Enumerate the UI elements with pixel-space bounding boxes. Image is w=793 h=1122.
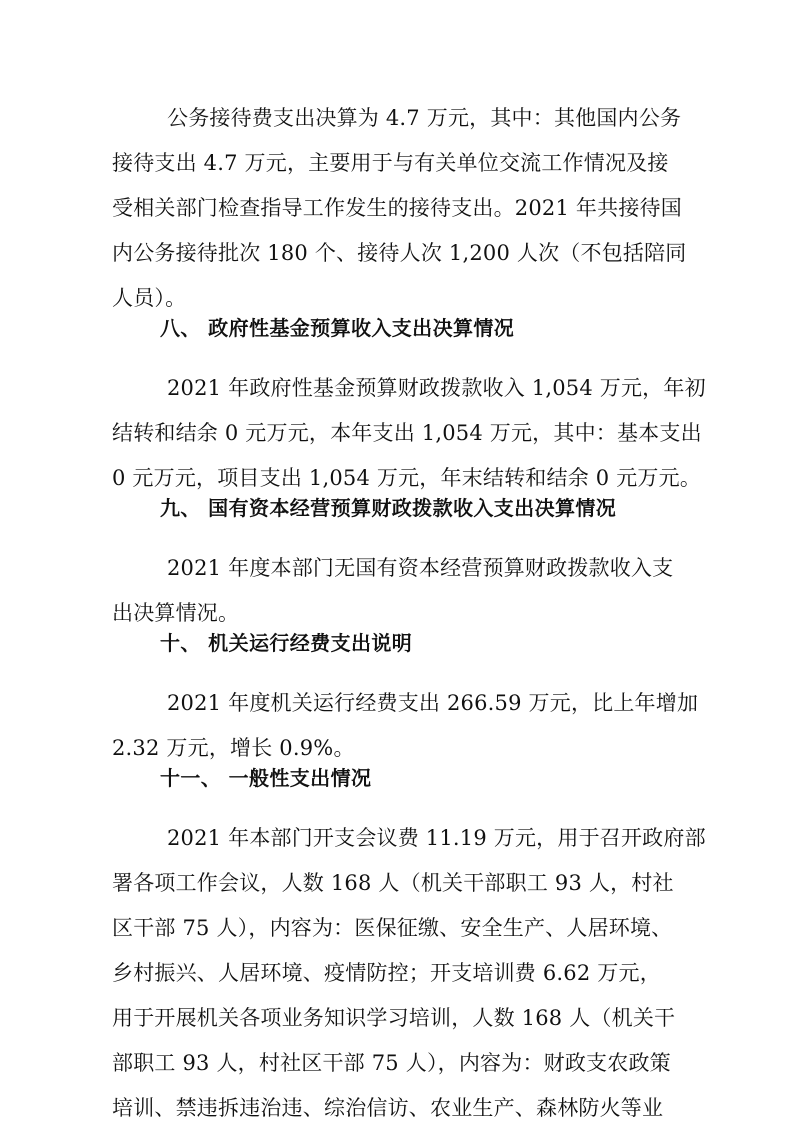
text-line: 2.32 万元，增长 0.9%。 bbox=[112, 736, 355, 760]
section-heading: 十、 机关运行经费支出说明 bbox=[160, 631, 413, 655]
text-line: 接待支出 4.7 万元，主要用于与有关单位交流工作情况及接 bbox=[112, 151, 669, 175]
text-line: 部职工 93 人，村社区干部 75 人），内容为：财政支农政策 bbox=[112, 1051, 671, 1075]
text-line: 人员）。 bbox=[112, 286, 187, 310]
text-line: 公务接待费支出决算为 4.7 万元，其中：其他国内公务 bbox=[167, 106, 682, 130]
text-line: 用于开展机关各项业务知识学习培训，人数 168 人（机关干 bbox=[112, 1006, 676, 1030]
text-line: 内公务接待批次 180 个、接待人次 1,200 人次（不包括陪同 bbox=[112, 241, 687, 265]
text-line: 0 元万元，项目支出 1,054 万元，年末结转和结余 0 元万元。 bbox=[112, 466, 702, 490]
text-line: 出决算情况。 bbox=[112, 601, 240, 625]
text-line: 署各项工作会议，人数 168 人（机关干部职工 93 人，村社 bbox=[112, 871, 674, 895]
text-line: 2021 年本部门开支会议费 11.19 万元，用于召开政府部 bbox=[167, 826, 706, 850]
text-line: 培训、禁违拆违治违、综治信访、农业生产、森林防火等业 bbox=[112, 1096, 664, 1120]
text-line: 乡村振兴、人居环境、疫情防控；开支培训费 6.62 万元， bbox=[112, 961, 661, 985]
text-line: 受相关部门检查指导工作发生的接待支出。2021 年共接待国 bbox=[112, 196, 682, 220]
section-heading: 九、 国有资本经营预算财政拨款收入支出决算情况 bbox=[160, 496, 617, 520]
text-line: 2021 年度机关运行经费支出 266.59 万元，比上年增加 bbox=[167, 691, 699, 715]
section-heading: 八、 政府性基金预算收入支出决算情况 bbox=[160, 316, 515, 340]
section-heading: 十一、 一般性支出情况 bbox=[160, 766, 372, 790]
text-line: 2021 年政府性基金预算财政拨款收入 1,054 万元，年初 bbox=[167, 376, 706, 400]
text-line: 结转和结余 0 元万元，本年支出 1,054 万元，其中：基本支出 bbox=[112, 421, 702, 445]
text-line: 区干部 75 人），内容为：医保征缴、安全生产、人居环境、 bbox=[112, 916, 673, 940]
text-line: 2021 年度本部门无国有资本经营预算财政拨款收入支 bbox=[167, 556, 674, 580]
